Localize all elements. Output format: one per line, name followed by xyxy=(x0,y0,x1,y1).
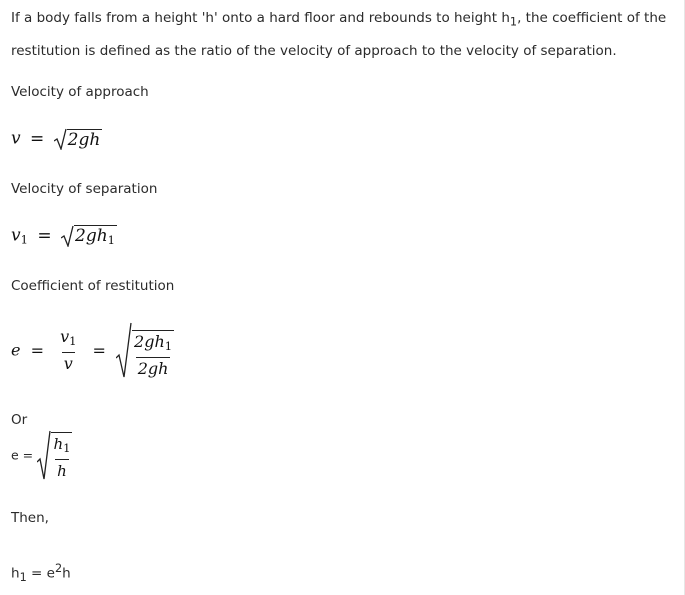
eq-op: = xyxy=(30,340,44,360)
approach-equation xyxy=(11,128,102,150)
or-equation xyxy=(11,430,72,480)
eq-v: v xyxy=(11,128,21,149)
radical-sign-icon xyxy=(61,225,74,247)
eq-e: e xyxy=(11,340,21,360)
eq-h1: h xyxy=(11,565,20,582)
intro-text-cont: , the coefficient of the restitution is defined as the ratio of the velocity of approach to the velocity of separation. xyxy=(11,10,667,59)
radical-sign-icon xyxy=(54,128,67,150)
eq-op: = xyxy=(37,225,52,246)
radicand: 2gh xyxy=(67,130,101,150)
restitution-label: Coefficient of restitution xyxy=(11,278,175,294)
separation-equation xyxy=(11,225,117,247)
sqrt-den: 2gh xyxy=(137,359,169,378)
eq-op: = xyxy=(30,128,45,149)
sqrt-num: 2gh xyxy=(134,332,165,351)
then-label: Then, xyxy=(11,510,49,526)
intro-paragraph xyxy=(11,4,679,65)
or-label: Or xyxy=(11,412,28,428)
eq-e: e = xyxy=(11,447,34,463)
radicand-sub: 1 xyxy=(107,233,115,247)
eq-op2: = xyxy=(92,340,106,360)
radical-sign-icon xyxy=(37,430,51,480)
frac-num-sub: 1 xyxy=(69,333,77,348)
restitution-equation xyxy=(11,322,174,378)
radicand: 2gh xyxy=(75,226,108,246)
sqrt-fraction xyxy=(37,430,72,480)
sqrt-radical xyxy=(54,128,103,150)
frac-den: v xyxy=(63,353,73,373)
intro-text: If a body falls from a height 'h' onto a hard floor and rebounds to height h xyxy=(11,10,510,26)
eq-v1: v xyxy=(11,225,21,246)
frac-num: v xyxy=(60,326,70,346)
eq-h: h xyxy=(62,565,71,582)
sqrt-num: h xyxy=(53,435,64,453)
eq-v1-sub: 1 xyxy=(20,232,28,247)
sqrt-den: h xyxy=(55,459,69,480)
eq-sup: 2 xyxy=(54,562,63,575)
velocity-fraction xyxy=(58,328,78,373)
sqrt-num-sub: 1 xyxy=(164,339,173,353)
sqrt-fraction xyxy=(116,322,174,378)
final-equation xyxy=(11,562,71,584)
approach-label: Velocity of approach xyxy=(11,84,149,100)
sqrt-radical xyxy=(61,225,117,247)
radical-sign-icon xyxy=(116,322,132,378)
intro-subscript: 1 xyxy=(509,15,518,29)
separation-label: Velocity of separation xyxy=(11,181,158,197)
eq-h1-sub: 1 xyxy=(19,571,27,585)
eq-op: = e xyxy=(26,565,55,582)
sqrt-num-sub: 1 xyxy=(63,441,71,455)
